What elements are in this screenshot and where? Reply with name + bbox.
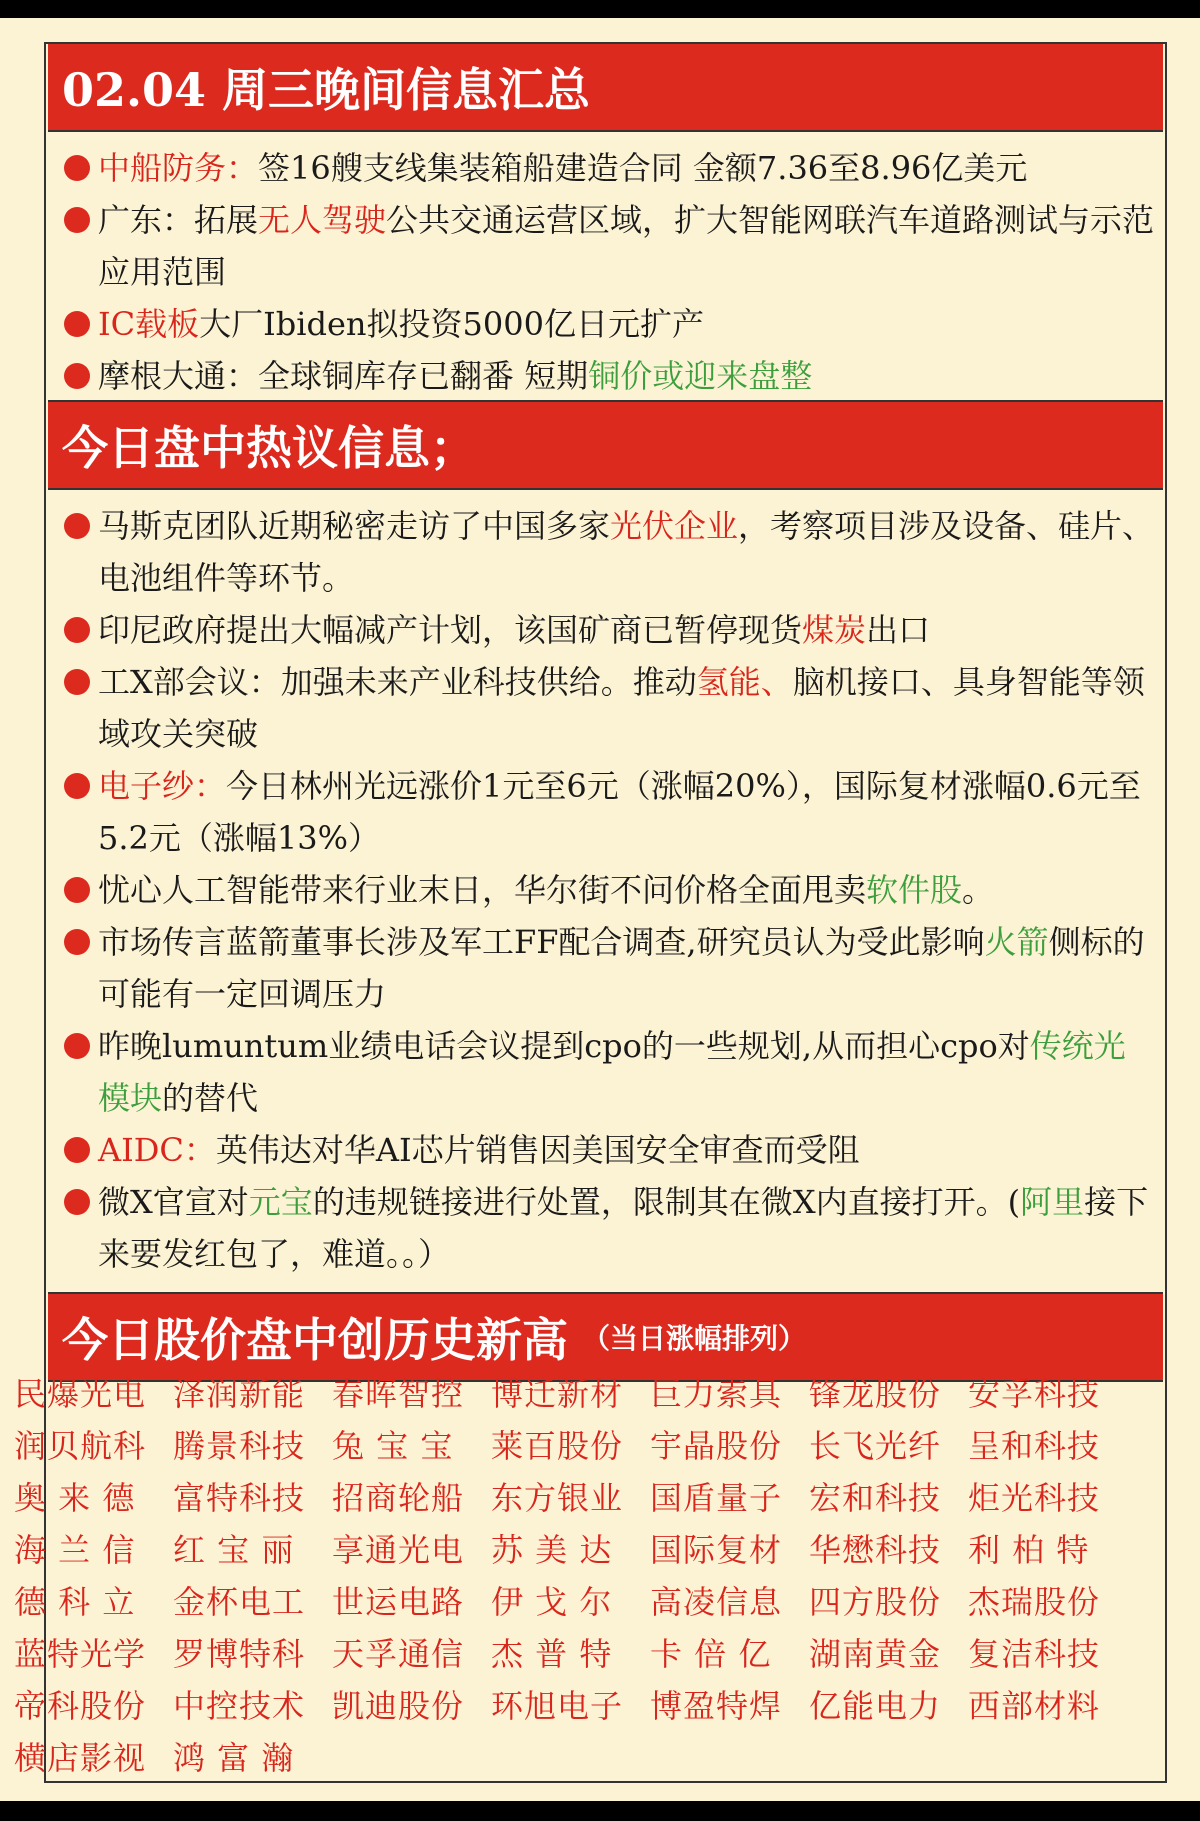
stock-name: 富特科技 [173, 1479, 306, 1517]
news-item [46, 864, 1165, 916]
stock-name: 中控技术 [173, 1687, 306, 1725]
highlight-text: 煤炭 [802, 611, 867, 649]
news-text: 公共交通运营区域，扩大智能网联汽车道路测试与示范应用范围 [98, 201, 1155, 291]
news-item [46, 916, 1165, 1020]
stock-name: 蓝特光学 [14, 1635, 147, 1673]
stock-name: 苏 美 达 [491, 1531, 613, 1569]
news-item [46, 1124, 1165, 1176]
highlight-text: 传统光模块 [98, 1027, 1126, 1117]
stock-name: 天孚通信 [332, 1635, 465, 1673]
news-text: 大厂Ibiden拟投资5000亿日元扩产 [199, 305, 704, 343]
section-subtitle: （当日涨幅排列） [582, 1322, 807, 1355]
stock-name: 卡 倍 亿 [650, 1635, 772, 1673]
news-text: 昨晚lumuntum业绩电话会议提到cpo的一些规划,从而担心cpo对 [98, 1027, 1030, 1065]
stock-name: 润贝航科 [14, 1427, 147, 1465]
section-title: 02.04 周三晚间信息汇总 [62, 63, 591, 117]
highlight-text: 元宝 [248, 1183, 313, 1221]
highlight-text: AIDC： [98, 1131, 216, 1169]
stock-name: 伊 戈 尔 [491, 1583, 613, 1621]
section-header-hot-topics [48, 400, 1163, 490]
section-header-evening-summary [48, 44, 1163, 132]
news-text: 脑机接口、具身智能等领域攻关突破 [98, 663, 1145, 753]
stock-name: 红 宝 丽 [173, 1531, 295, 1569]
stock-name: 安孚科技 [968, 1375, 1101, 1413]
news-text: 广东：拓展 [98, 201, 259, 239]
news-item [46, 760, 1165, 864]
stock-name: 国际复材 [650, 1531, 783, 1569]
news-text: 的违规链接进行处置，限制其在微X内直接打开。( [312, 1183, 1021, 1221]
bullet-dot-icon [64, 1137, 90, 1163]
stock-name: 泽润新能 [173, 1375, 306, 1413]
stock-name: 杰 普 特 [491, 1635, 613, 1673]
news-text: 摩根大通：全球铜库存已翻番 短期 [98, 357, 589, 395]
news-text: 的替代 [162, 1079, 259, 1117]
bullet-dot-icon [64, 513, 90, 539]
stock-name: 西部材料 [968, 1687, 1101, 1725]
news-text: 侧标的可能有一定回调压力 [98, 923, 1145, 1013]
news-item [46, 194, 1165, 298]
stock-name: 海 兰 信 [14, 1531, 136, 1569]
news-item [46, 350, 1165, 402]
stock-name: 罗博特科 [173, 1635, 306, 1673]
news-item [46, 604, 1165, 656]
stock-name: 利 柏 特 [968, 1531, 1090, 1569]
bullet-dot-icon [64, 877, 90, 903]
news-text: 。 [962, 871, 995, 909]
evening-news-list [46, 142, 1165, 402]
stock-name: 凯迪股份 [332, 1687, 465, 1725]
stock-name: 春晖智控 [332, 1375, 465, 1413]
stock-name: 环旭电子 [491, 1687, 624, 1725]
page-background [0, 18, 1200, 1801]
news-text: 忧心人工智能带来行业末日，华尔街不问价格全面甩卖 [98, 871, 867, 909]
stock-name: 锋龙股份 [809, 1375, 942, 1413]
news-text: 接下来要发红包了，难道。。） [98, 1183, 1149, 1273]
news-item [46, 656, 1165, 760]
highlight-text: 氢能、 [696, 663, 793, 701]
stock-name: 德 科 立 [14, 1583, 136, 1621]
highlight-text: 电子纱： [98, 767, 227, 805]
news-text: ，考察项目涉及设备、硅片、电池组件等环节。 [98, 507, 1155, 597]
stock-name: 东方银业 [491, 1479, 624, 1517]
stock-name: 帝科股份 [14, 1687, 147, 1725]
bullet-dot-icon [64, 155, 90, 181]
news-text: 市场传言蓝箭董事长涉及军工FF配合调查,研究员认为受此影响 [98, 923, 985, 961]
highlight-text: 无人驾驶 [258, 201, 387, 239]
stock-name: 炬光科技 [968, 1479, 1101, 1517]
news-text: 英伟达对华AI芯片销售因美国安全审查而受阻 [215, 1131, 860, 1169]
news-text: 工X部会议：加强未来产业科技供给。推动 [98, 663, 697, 701]
news-item [46, 500, 1165, 604]
news-item [46, 142, 1165, 194]
stock-name: 长飞光纤 [809, 1427, 942, 1465]
news-text: 马斯克团队近期秘密走访了中国多家 [98, 507, 611, 545]
bullet-dot-icon [64, 1033, 90, 1059]
record-high-stock-grid [14, 1368, 1114, 1784]
news-item [46, 1176, 1165, 1280]
stock-name: 高凌信息 [650, 1583, 783, 1621]
news-item [46, 1020, 1165, 1124]
stock-name: 博迁新材 [491, 1375, 624, 1413]
stock-name: 宏和科技 [809, 1479, 942, 1517]
stock-name: 巨力索具 [650, 1375, 783, 1413]
bullet-dot-icon [64, 311, 90, 337]
news-text: 出口 [866, 611, 931, 649]
stock-name: 杰瑞股份 [968, 1583, 1101, 1621]
news-text: 今日林州光远涨价1元至6元（涨幅20%），国际复材涨幅0.6元至5.2元（涨幅13%） [98, 767, 1141, 857]
stock-name: 金杯电工 [173, 1583, 306, 1621]
stock-name: 博盈特焊 [650, 1687, 783, 1725]
stock-name: 民爆光电 [14, 1375, 147, 1413]
news-text: 签16艘支线集装箱船建造合同 金额7.36至8.96亿美元 [258, 149, 1028, 187]
stock-name: 享通光电 [332, 1531, 465, 1569]
stock-name: 世运电路 [332, 1583, 465, 1621]
stock-name: 华懋科技 [809, 1531, 942, 1569]
stock-name: 招商轮船 [332, 1479, 465, 1517]
highlight-text: 阿里 [1020, 1183, 1085, 1221]
highlight-text: 光伏企业 [610, 507, 739, 545]
news-text: 微X官宣对 [98, 1183, 249, 1221]
section-title: 今日盘中热议信息； [62, 421, 476, 475]
stock-name: 横店影视 [14, 1739, 147, 1777]
stock-name: 腾景科技 [173, 1427, 306, 1465]
bullet-dot-icon [64, 929, 90, 955]
stock-name: 宇晶股份 [650, 1427, 783, 1465]
hot-topics-list [46, 500, 1165, 1280]
highlight-text: 铜价或迎来盘整 [588, 357, 813, 395]
stock-name: 莱百股份 [491, 1427, 624, 1465]
stock-name: 呈和科技 [968, 1427, 1101, 1465]
stock-name: 四方股份 [809, 1583, 942, 1621]
highlight-text: IC载板 [98, 305, 200, 343]
stock-name: 国盾量子 [650, 1479, 783, 1517]
stock-name: 复洁科技 [968, 1635, 1101, 1673]
news-item [46, 298, 1165, 350]
bullet-dot-icon [64, 617, 90, 643]
section-title: 今日股价盘中创历史新高 [62, 1313, 568, 1367]
stock-name: 湖南黄金 [809, 1635, 942, 1673]
bullet-dot-icon [64, 773, 90, 799]
highlight-text: 火箭 [984, 923, 1049, 961]
stock-name: 奥 来 德 [14, 1479, 136, 1517]
stock-name: 兔 宝 宝 [332, 1427, 454, 1465]
bullet-dot-icon [64, 207, 90, 233]
highlight-text: 中船防务： [98, 149, 259, 187]
bullet-dot-icon [64, 669, 90, 695]
bullet-dot-icon [64, 1189, 90, 1215]
highlight-text: 软件股 [866, 871, 963, 909]
stock-name: 亿能电力 [809, 1687, 942, 1725]
bullet-dot-icon [64, 363, 90, 389]
stock-name: 鸿 富 瀚 [173, 1739, 295, 1777]
news-text: 印尼政府提出大幅减产计划，该国矿商已暂停现货 [98, 611, 803, 649]
